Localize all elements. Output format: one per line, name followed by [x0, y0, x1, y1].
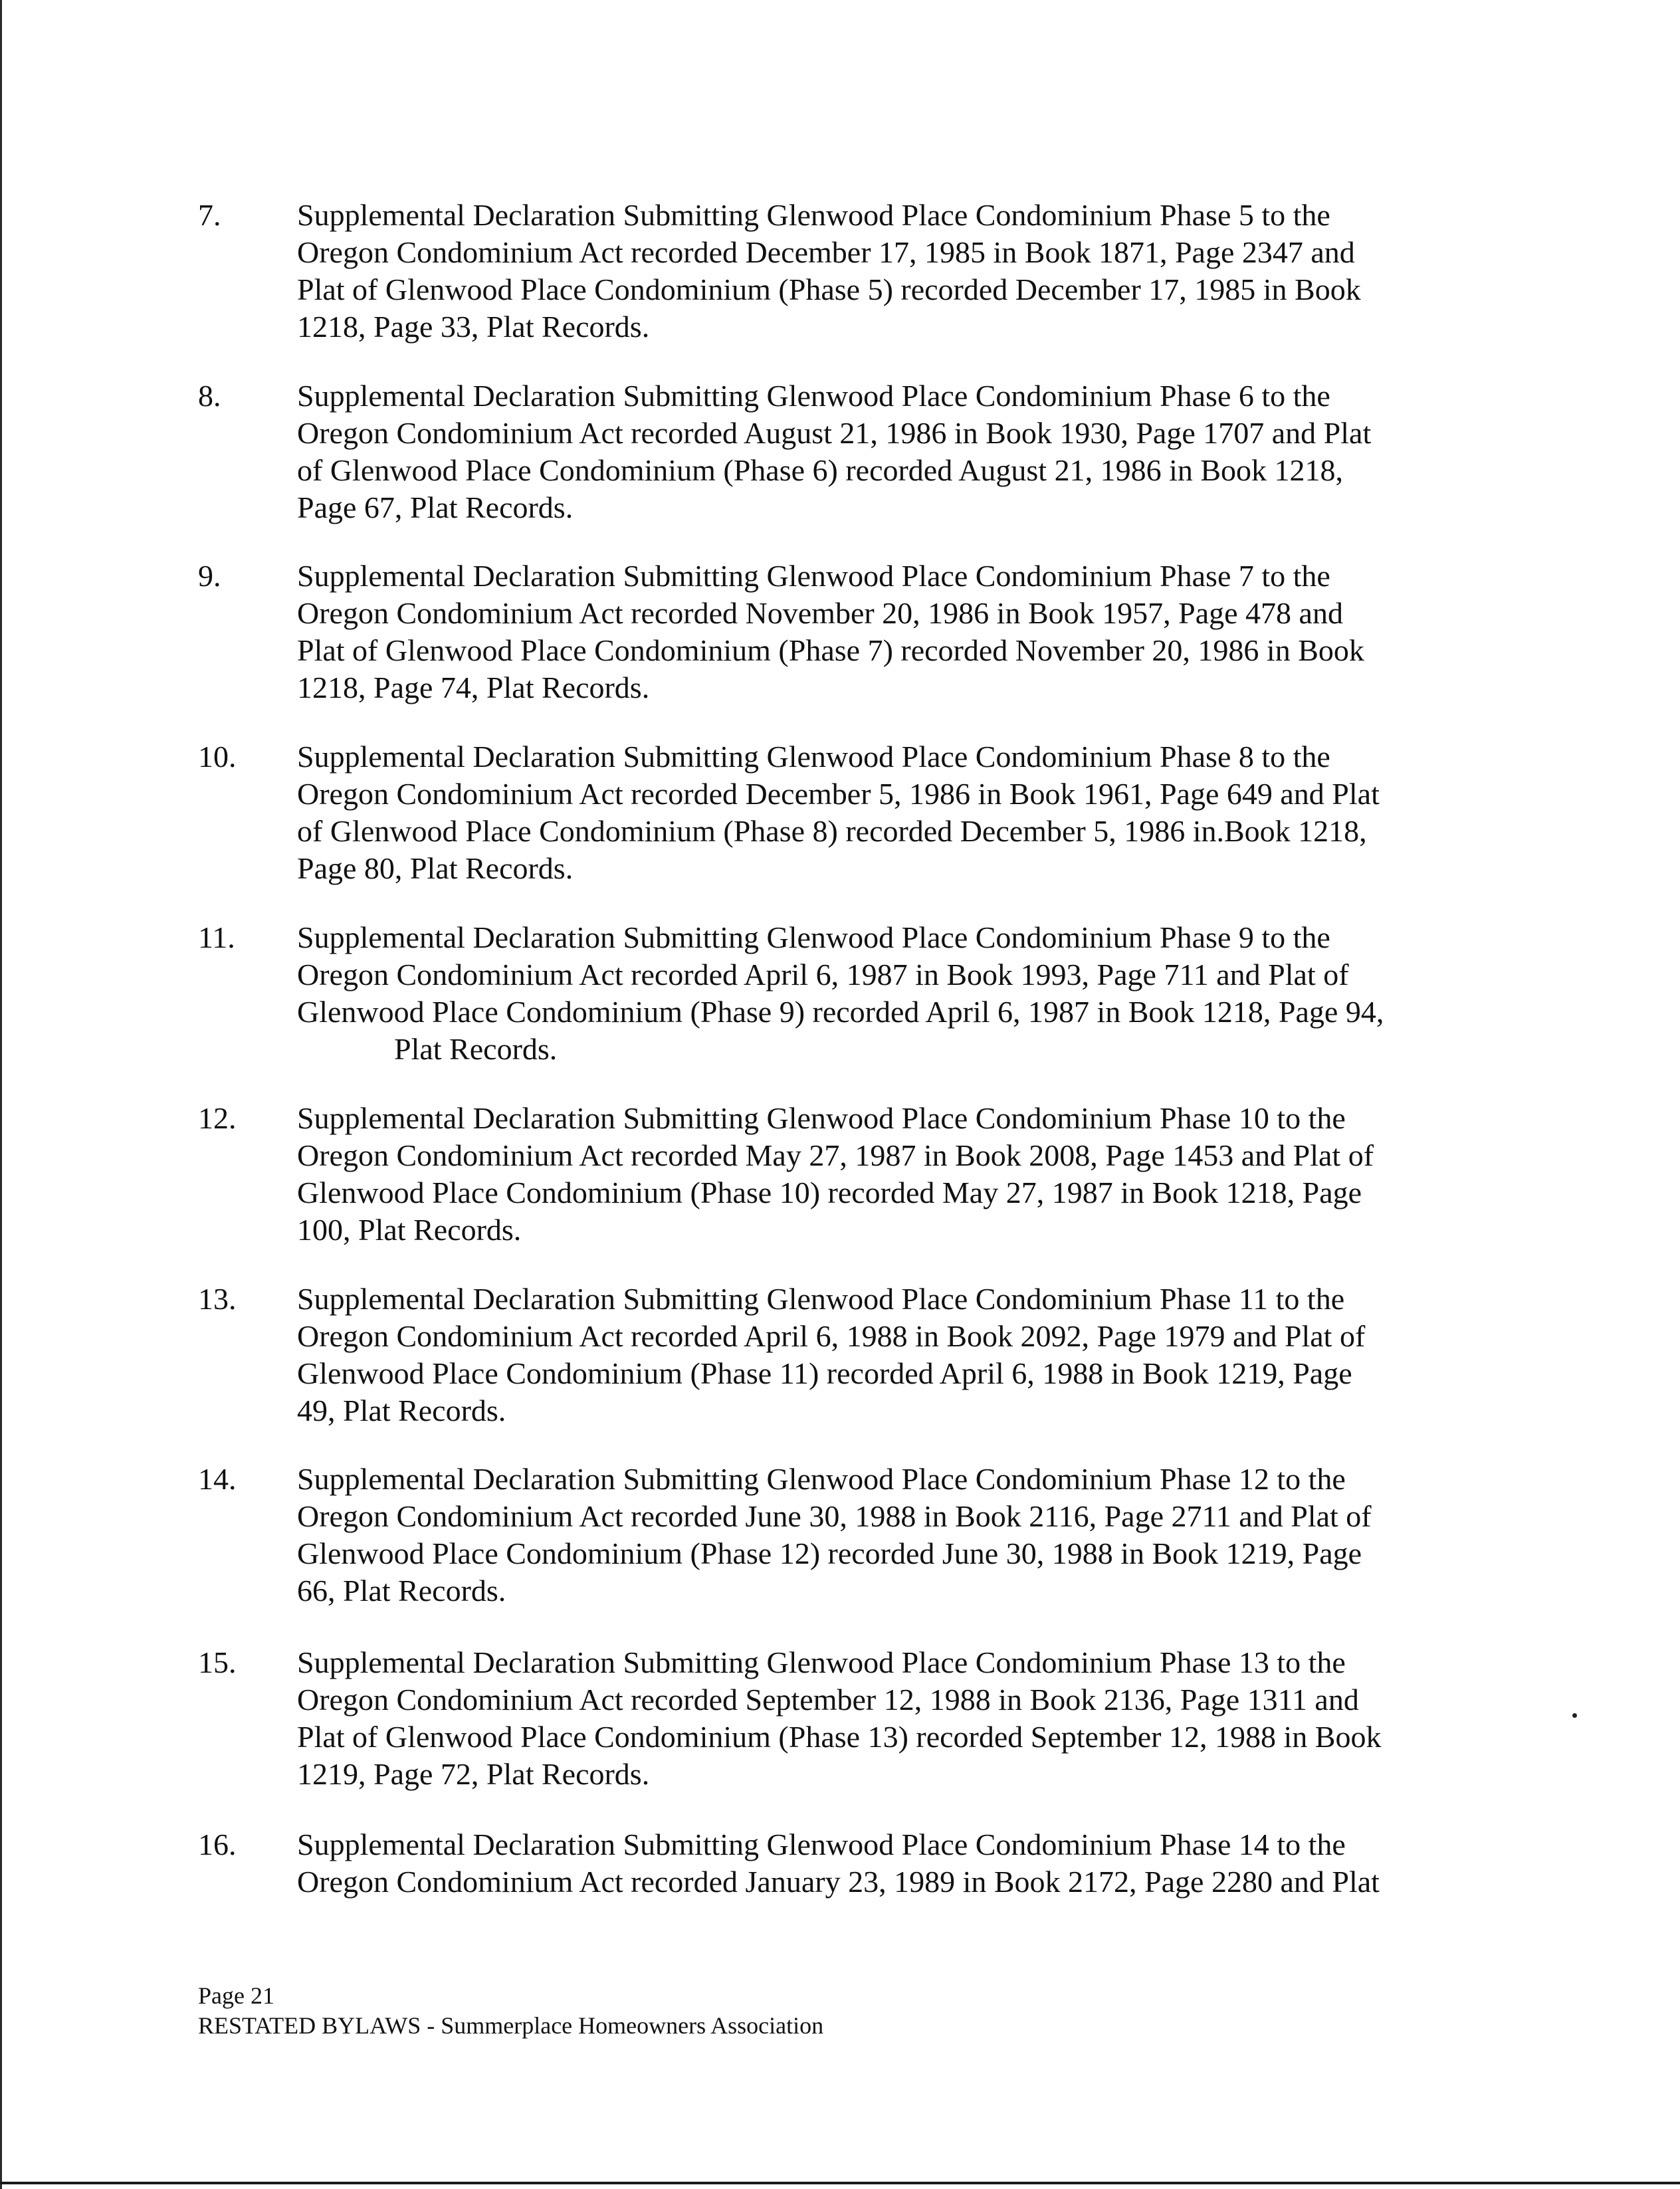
item-line: 1218, Page 33, Plat Records. [297, 310, 650, 344]
item-number: 16. [198, 1827, 237, 1861]
item-line: Supplemental Declaration Submitting Glenwood Place Condominium Phase 14 to the [297, 1827, 1346, 1861]
item-line: Supplemental Declaration Submitting Glenwood Place Condominium Phase 10 to the [297, 1101, 1346, 1135]
item-line: 100, Plat Records. [297, 1213, 522, 1247]
item-text [297, 738, 1467, 887]
item-line: Glenwood Place Condominium (Phase 10) recorded May 27, 1987 in Book 1218, Page [297, 1176, 1362, 1209]
item-line: Oregon Condominium Act recorded June 30, 1988 in Book 2116, Page 2711 and Plat of [297, 1499, 1372, 1533]
item-line: Supplemental Declaration Submitting Glenwood Place Condominium Phase 12 to the [297, 1462, 1346, 1496]
item-line: Page 80, Plat Records. [297, 851, 574, 885]
item-text [297, 1826, 1467, 1901]
item-line: Page 67, Plat Records. [297, 490, 574, 524]
item-text [297, 919, 1467, 1068]
item-line: Plat Records. [394, 1032, 558, 1066]
item-text [297, 1461, 1467, 1610]
item-text [297, 1644, 1467, 1793]
item-line: Oregon Condominium Act recorded May 27, 1987 in Book 2008, Page 1453 and Plat of [297, 1138, 1374, 1172]
item-number: 12. [198, 1101, 237, 1135]
item-number: 8. [198, 379, 221, 413]
item-line: 1218, Page 74, Plat Records. [297, 671, 650, 704]
item-line: Oregon Condominium Act recorded November 20, 1986 in Book 1957, Page 478 and [297, 596, 1343, 630]
item-line: Supplemental Declaration Submitting Glenwood Place Condominium Phase 7 to the [297, 559, 1330, 593]
item-line: Supplemental Declaration Submitting Glenwood Place Condominium Phase 13 to the [297, 1645, 1346, 1679]
scan-edge-bottom [0, 2182, 1680, 2184]
page-footer [198, 1980, 823, 2040]
item-number: 15. [198, 1645, 237, 1679]
item-line: Oregon Condominium Act recorded September 12, 1988 in Book 2136, Page 1311 and [297, 1683, 1359, 1717]
item-text [297, 1100, 1467, 1249]
item-line: Supplemental Declaration Submitting Glenwood Place Condominium Phase 6 to the [297, 379, 1330, 413]
item-number: 11. [198, 920, 235, 954]
item-line: Oregon Condominium Act recorded December 17, 1985 in Book 1871, Page 2347 and [297, 235, 1355, 269]
item-line: Plat of Glenwood Place Condominium (Phase 7) recorded November 20, 1986 in Book [297, 633, 1364, 667]
item-line: Glenwood Place Condominium (Phase 11) recorded April 6, 1988 in Book 1219, Page [297, 1356, 1352, 1390]
item-line: 66, Plat Records. [297, 1574, 506, 1608]
item-line: Supplemental Declaration Submitting Glenwood Place Condominium Phase 9 to the [297, 920, 1330, 954]
page-number: Page 21 [198, 1982, 274, 2009]
item-number: 13. [198, 1282, 237, 1316]
item-line: 49, Plat Records. [297, 1394, 506, 1427]
item-text [297, 1281, 1467, 1429]
item-line: of Glenwood Place Condominium (Phase 8) recorded December 5, 1986 in.Book 1218, [297, 814, 1367, 848]
item-line: Plat of Glenwood Place Condominium (Phase 5) recorded December 17, 1985 in Book [297, 272, 1361, 306]
item-line: Oregon Condominium Act recorded April 6, 1987 in Book 1993, Page 711 and Plat of [297, 958, 1349, 991]
item-line: Plat of Glenwood Place Condominium (Phase 13) recorded September 12, 1988 in Book [297, 1720, 1382, 1754]
scan-speck [1572, 1713, 1577, 1718]
item-number: 14. [198, 1462, 237, 1496]
item-text [297, 558, 1467, 706]
item-line: Oregon Condominium Act recorded April 6, 1988 in Book 2092, Page 1979 and Plat of [297, 1319, 1366, 1353]
item-line: Glenwood Place Condominium (Phase 12) recorded June 30, 1988 in Book 1219, Page [297, 1536, 1362, 1570]
item-number: 10. [198, 740, 237, 774]
item-number: 7. [198, 198, 221, 232]
document-title: RESTATED BYLAWS - Summerplace Homeowners Association [198, 2012, 824, 2039]
item-line: Oregon Condominium Act recorded December 5, 1986 in Book 1961, Page 649 and Plat [297, 777, 1380, 811]
item-line: Supplemental Declaration Submitting Glenwood Place Condominium Phase 5 to the [297, 198, 1330, 232]
item-line: 1219, Page 72, Plat Records. [297, 1757, 650, 1791]
item-line: Glenwood Place Condominium (Phase 9) recorded April 6, 1987 in Book 1218, Page 94, [297, 995, 1384, 1029]
item-text [297, 377, 1467, 526]
scan-edge-left [0, 0, 2, 2189]
item-line: of Glenwood Place Condominium (Phase 6) recorded August 21, 1986 in Book 1218, [297, 453, 1344, 487]
item-number: 9. [198, 559, 221, 593]
item-line: Supplemental Declaration Submitting Glenwood Place Condominium Phase 8 to the [297, 740, 1330, 774]
item-line: Oregon Condominium Act recorded August 21, 1986 in Book 1930, Page 1707 and Plat [297, 416, 1372, 450]
item-line: Supplemental Declaration Submitting Glenwood Place Condominium Phase 11 to the [297, 1282, 1345, 1316]
item-text [297, 197, 1467, 346]
item-line: Oregon Condominium Act recorded January 23, 1989 in Book 2172, Page 2280 and Plat [297, 1865, 1380, 1899]
